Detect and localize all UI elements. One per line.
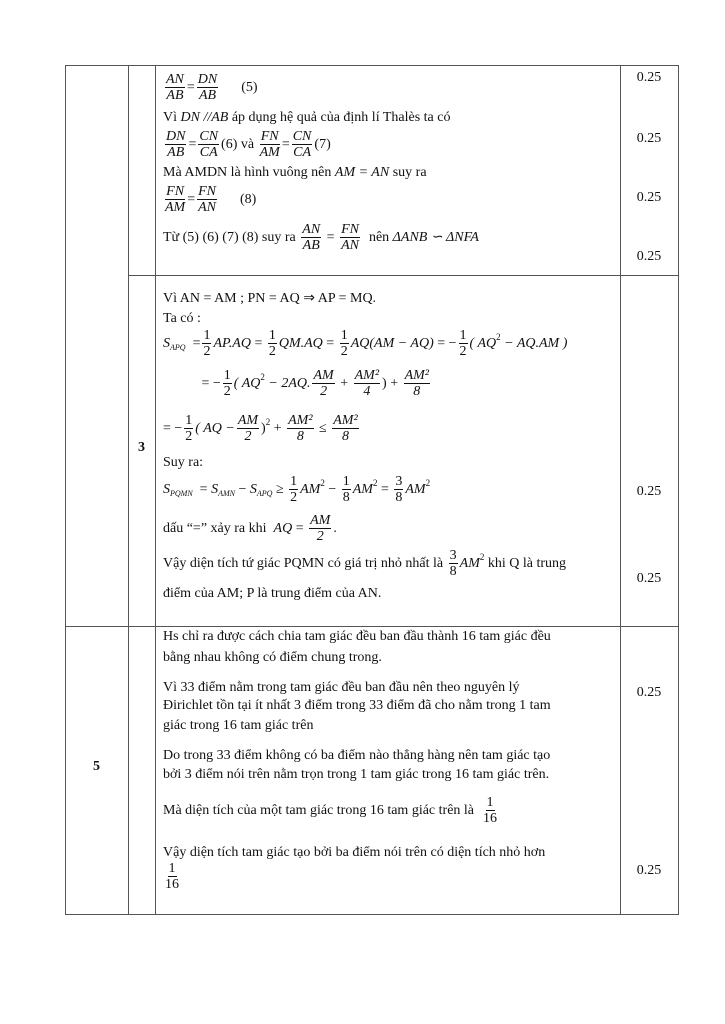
fraction [165,184,185,215]
fraction [354,368,380,399]
text-line [163,680,520,696]
text-run: nên [361,229,393,245]
text-line [163,548,566,579]
fraction [198,129,219,160]
numerator: 1 [342,474,350,489]
fraction [184,413,193,444]
denominator: 2 [203,344,211,359]
text-line [163,368,432,399]
math-expression: ( AQ [469,335,497,351]
text-run: Vậy diện tích tam giác tạo bởi ba điểm nói trên có diện tích nhỏ hơn [163,845,546,860]
denominator: 16 [483,811,498,826]
text-run: = [188,136,197,152]
fraction [268,328,277,359]
denominator: 2 [290,490,298,505]
text-run: = [250,335,266,351]
fraction [165,72,185,103]
text-run: = [185,335,201,351]
math-expression: QM.AQ [278,335,323,351]
numerator: AM [237,413,259,428]
denominator: 8 [341,429,349,444]
superscript: 2 [496,331,501,342]
text-run: ) + [382,375,402,391]
math-expression: S [163,481,170,497]
superscript: 2 [479,551,485,562]
denominator: AB [198,88,217,103]
superscript: 2 [372,477,378,488]
denominator: 8 [395,490,403,505]
score-value: 0.25 [636,571,662,586]
subscript: AMN [218,488,235,498]
text-run: dấu “=” xảy ra khi [163,520,274,536]
question-number: 5 [93,759,100,774]
text-run: (7) [314,136,331,152]
text-run: Ta có : [163,311,201,326]
subscript: APQ [256,488,273,498]
fraction [197,72,218,103]
text-line [163,328,567,359]
text-line [163,513,337,544]
table-border [65,914,679,915]
text-line [163,291,376,307]
denominator: 2 [459,344,467,359]
denominator: AB [302,238,320,253]
text-run: = [322,335,338,351]
math-expression: ΔANB ∽ ΔNFA [392,229,479,245]
text-run: (6) và [221,136,258,152]
text-line [163,767,549,783]
text-run: Suy ra: [163,455,204,470]
text-run: − [324,481,340,497]
subscript: APQ [170,342,186,352]
fraction [301,222,321,253]
text-run: khi Q là trung [484,555,567,571]
denominator: 8 [296,429,304,444]
fraction [202,328,211,359]
math-expression: − AQ.AM ) [500,335,568,351]
fraction [223,368,232,399]
text-run: ) [261,420,266,436]
math-expression: AM [352,481,373,497]
text-run: Do trong 33 điểm không có ba điểm nào thẳng hàng nên tam giác tạo [163,748,551,763]
numerator: 1 [185,413,193,428]
score-value: 0.25 [636,70,662,85]
text-line [163,311,201,327]
numerator: AN [166,72,184,87]
text-run: (5) [220,79,258,95]
numerator: 1 [459,328,467,343]
numerator: 3 [449,548,457,563]
text-line [163,718,313,734]
numerator: 1 [168,861,176,876]
score-value: 0.25 [636,685,662,700]
text-line [163,455,203,471]
superscript: 2 [265,416,271,427]
numerator: AM [310,513,331,528]
text-run: suy ra [389,165,427,180]
numerator: 1 [340,328,348,343]
numerator: AM [313,368,334,383]
numerator: 3 [395,474,403,489]
fraction [309,513,331,544]
text-run: = [292,520,308,536]
text-line [163,698,551,714]
text-line [163,72,258,103]
text-run: (8) [219,191,257,207]
fraction [165,861,179,892]
numerator: FN [198,184,217,199]
fraction [292,129,313,160]
denominator: AB [166,88,184,103]
text-run: = [187,191,196,207]
superscript: 2 [260,371,265,382]
numerator: 1 [290,474,298,489]
math-expression: − 2AQ. [264,375,311,391]
denominator: CA [199,145,218,160]
subscript: PQMN [170,488,193,498]
fraction [340,328,349,359]
score-value: 0.25 [636,484,662,499]
text-run: điểm của AM; P là trung điểm của AN. [163,586,382,601]
math-expression: AM = AN [334,165,390,180]
text-run: = [323,229,339,245]
fraction [197,184,217,215]
numerator: 1 [486,795,494,810]
denominator: 2 [244,429,252,444]
denominator: 8 [342,490,350,505]
row-divider [128,275,679,276]
text-run: Vậy diện tích tứ giác PQMN có giá trị nhỏ nhất là [163,555,447,571]
superscript: 2 [425,477,431,488]
text-line [163,629,551,645]
text-run: giác trong 16 tam giác trên [163,718,314,733]
fraction [340,222,360,253]
text-run: Mà diện tích của một tam giác trong 16 tam giác trên là [163,802,482,818]
score-value: 0.25 [636,863,662,878]
row-divider [65,626,679,627]
denominator: AM [259,145,280,160]
denominator: 2 [316,529,324,544]
text-line [163,474,430,505]
text-run: + [270,420,286,436]
text-run: Đirichlet tồn tại ít nhất 3 điểm trong 33 điểm đã cho nằm trong 1 tam [163,698,551,713]
fraction [237,413,259,444]
text-run: ≤ [315,420,331,436]
column-divider [678,65,679,915]
score-value: 0.25 [636,249,662,264]
fraction [165,129,186,160]
text-run: + [336,375,352,391]
text-line [163,165,427,181]
math-expression: AM [300,481,321,497]
text-line [163,650,382,666]
part-number: 3 [138,440,145,455]
numerator: CN [292,129,312,144]
numerator: AN [302,222,321,237]
text-run: = [186,79,195,95]
column-divider [65,65,66,915]
fraction [404,368,430,399]
text-run: − [234,481,250,497]
math-expression: AM [459,555,480,571]
text-line [163,222,479,253]
numerator: FN [260,129,279,144]
numerator: DN [166,129,186,144]
numerator: 1 [268,328,276,343]
numerator: CN [199,129,219,144]
math-expression: ( AQ − [195,420,235,436]
math-expression: S [163,335,170,351]
text-run: . [333,520,337,536]
fraction [332,413,358,444]
fraction [260,129,280,160]
math-expression: AM [405,481,426,497]
denominator: 8 [413,384,421,399]
text-run: Mà AMDN là hình vuông nên [163,165,335,180]
fraction [342,474,351,505]
denominator: 16 [165,877,179,892]
text-run: Vì 33 điểm nằm trong tam giác đều ban đầu nên theo nguyên lý [163,680,520,695]
text-run: = − [163,420,183,436]
numerator: AM² [288,413,313,428]
text-run: Từ (5) (6) (7) (8) suy ra [163,229,300,245]
text-line [163,413,361,444]
text-run: = [192,481,212,497]
text-run: ≥ [272,481,288,497]
denominator: 2 [223,384,231,399]
numerator: DN [197,72,218,87]
text-run: áp dụng hệ quả của định lí Thalès ta có [228,110,451,125]
text-line [163,129,331,160]
math-expression: AP.AQ [213,335,251,351]
numerator: 1 [203,328,211,343]
text-run: = − [433,335,457,351]
math-expression: S [211,481,219,497]
text-run: bởi 3 điểm nói trên nằm trọn trong 1 tam giác trong 16 tam giác trên. [163,767,550,782]
fraction [459,328,468,359]
math-expression: S [249,481,257,497]
text-run: bằng nhau không có điểm chung trong. [163,650,382,665]
denominator: AN [341,238,359,253]
score-value: 0.25 [636,190,662,205]
score-value: 0.25 [636,131,662,146]
fraction [394,474,403,505]
text-line [163,184,256,215]
text-run: = [377,481,393,497]
denominator: 2 [340,344,348,359]
denominator: AN [198,200,217,215]
fraction [449,548,458,579]
text-run: = [281,136,290,152]
denominator: CA [293,145,311,160]
numerator: AM² [354,368,380,383]
text-run: Vì AN = AM ; PN = AQ ⇒ AP = MQ. [163,291,377,306]
numerator: AM² [404,368,430,383]
numerator: AM² [333,413,358,428]
fraction [483,795,497,826]
text-line [163,845,545,861]
numerator: 1 [223,368,231,383]
text-run: = − [163,375,221,391]
numerator: FN [166,184,185,199]
table-border [65,65,679,66]
math-expression: AQ(AM − AQ) [350,335,434,351]
denominator: 4 [363,384,371,399]
math-expression: AQ [273,520,293,536]
text-line [163,586,381,602]
denominator: 8 [449,564,457,579]
fraction [289,474,298,505]
numerator: FN [341,222,359,237]
denominator: 2 [320,384,328,399]
fraction [312,368,334,399]
denominator: 2 [268,344,276,359]
text-line [163,861,181,892]
text-run: Hs chỉ ra được cách chia tam giác đều ban đầu thành 16 tam giác đều [163,629,551,644]
denominator: 2 [185,429,193,444]
fraction [287,413,313,444]
denominator: AB [167,145,185,160]
text-line [163,748,550,764]
math-expression: DN //AB [180,110,229,125]
text-run: Vì [163,110,181,125]
column-divider [155,65,156,915]
column-divider [128,65,129,915]
text-line [163,795,499,826]
denominator: AM [165,200,186,215]
math-expression: ( AQ [233,375,261,391]
superscript: 2 [320,477,325,488]
text-line [163,110,450,126]
